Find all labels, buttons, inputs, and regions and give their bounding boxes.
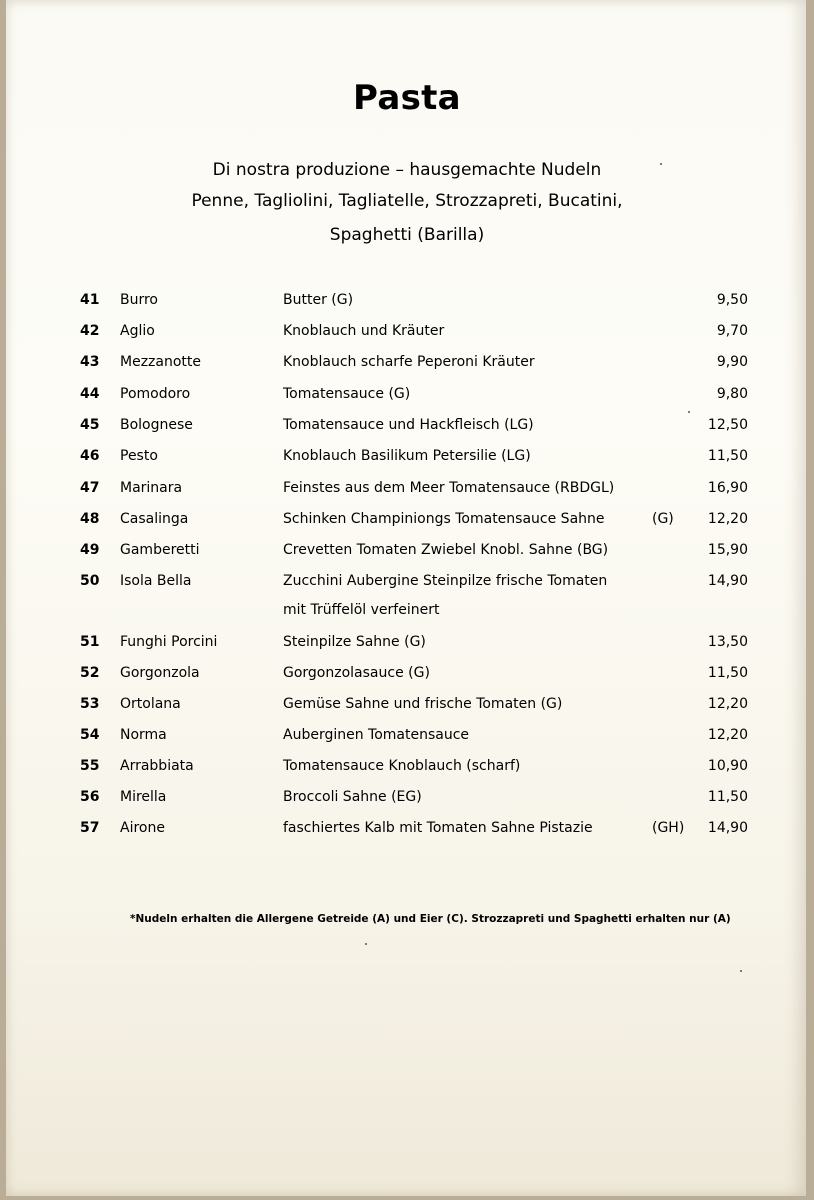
dish-price: 12,20 bbox=[707, 727, 748, 743]
dish-description: Tomatensauce und Hackfleisch (LG) bbox=[283, 417, 534, 433]
dish-name: Funghi Porcini bbox=[120, 634, 218, 650]
item-number: 41 bbox=[80, 292, 100, 308]
dish-name: Casalinga bbox=[120, 511, 189, 527]
dish-name: Marinara bbox=[120, 480, 183, 496]
item-number: 54 bbox=[80, 727, 100, 743]
dish-price: 14,90 bbox=[707, 820, 748, 836]
dish-name: Pomodoro bbox=[120, 386, 191, 402]
dish-price: 13,50 bbox=[707, 634, 748, 650]
dish-price: 11,50 bbox=[707, 789, 748, 805]
dish-name: Pesto bbox=[120, 448, 158, 464]
dish-price: 12,50 bbox=[707, 417, 748, 433]
dish-description: Tomatensauce Knoblauch (scharf) bbox=[283, 758, 521, 774]
dish-description: Zucchini Aubergine Steinpilze frische Tomaten bbox=[283, 573, 608, 589]
item-number: 51 bbox=[80, 634, 100, 650]
menu-item-row bbox=[0, 417, 814, 447]
item-number: 57 bbox=[80, 820, 100, 836]
dish-name: Norma bbox=[120, 727, 167, 743]
dish-description: Feinstes aus dem Meer Tomatensauce (RBDGL) bbox=[283, 480, 615, 496]
dish-description: Knoblauch und Kräuter bbox=[283, 323, 445, 339]
dish-description: Tomatensauce (G) bbox=[283, 386, 411, 402]
dish-price: 9,90 bbox=[716, 354, 748, 370]
dish-name: Aglio bbox=[120, 323, 155, 339]
dish-description: Knoblauch scharfe Peperoni Kräuter bbox=[283, 354, 535, 370]
item-50-description-continued: mit Trüffelöl verfeinert bbox=[283, 602, 440, 618]
menu-item-row bbox=[0, 696, 814, 726]
item-number: 45 bbox=[80, 417, 100, 433]
menu-item-row bbox=[0, 386, 814, 416]
dish-price: 11,50 bbox=[707, 665, 748, 681]
item-number: 53 bbox=[80, 696, 100, 712]
subtitle-line-1: Di nostra produzione – hausgemachte Nudeln bbox=[212, 160, 602, 180]
menu-item-row bbox=[0, 634, 814, 664]
menu-item-row bbox=[0, 448, 814, 478]
menu-item-row bbox=[0, 789, 814, 819]
dish-price: 11,50 bbox=[707, 448, 748, 464]
dish-name: Ortolana bbox=[120, 696, 181, 712]
paper-speck bbox=[740, 970, 742, 972]
menu-item-row bbox=[0, 480, 814, 510]
dish-price: 12,20 bbox=[707, 696, 748, 712]
item-number: 42 bbox=[80, 323, 100, 339]
menu-item-row bbox=[0, 354, 814, 384]
item-number: 48 bbox=[80, 511, 100, 527]
dish-description: Gemüse Sahne und frische Tomaten (G) bbox=[283, 696, 563, 712]
menu-item-row bbox=[0, 292, 814, 322]
allergen-code: (GH) bbox=[652, 820, 685, 836]
subtitle-line-3: Spaghetti (Barilla) bbox=[329, 225, 485, 245]
dish-price: 9,70 bbox=[716, 323, 748, 339]
menu-item-row bbox=[0, 665, 814, 695]
dish-price: 10,90 bbox=[707, 758, 748, 774]
dish-name: Burro bbox=[120, 292, 159, 308]
dish-description: Gorgonzolasauce (G) bbox=[283, 665, 430, 681]
dish-price: 9,80 bbox=[716, 386, 748, 402]
dish-name: Bolognese bbox=[120, 417, 193, 433]
dish-name: Gorgonzola bbox=[120, 665, 200, 681]
dish-description: Crevetten Tomaten Zwiebel Knobl. Sahne (BG) bbox=[283, 542, 609, 558]
dish-description: faschiertes Kalb mit Tomaten Sahne Pistazie bbox=[283, 820, 593, 836]
menu-item-row bbox=[0, 323, 814, 353]
menu-item-row bbox=[0, 820, 814, 850]
item-number: 50 bbox=[80, 573, 100, 589]
menu-item-row bbox=[0, 573, 814, 603]
menu-item-row bbox=[0, 727, 814, 757]
item-number: 46 bbox=[80, 448, 100, 464]
paper-speck bbox=[688, 411, 690, 413]
dish-name: Gamberetti bbox=[120, 542, 200, 558]
item-number: 44 bbox=[80, 386, 100, 402]
allergen-footnote: *Nudeln erhalten die Allergene Getreide (A) und Eier (C). Strozzapreti und Spaghetti erhalten nur (A) bbox=[130, 913, 731, 925]
dish-description: Schinken Champiniongs Tomatensauce Sahne bbox=[283, 511, 605, 527]
page-title: Pasta bbox=[353, 78, 461, 118]
menu-item-row bbox=[0, 511, 814, 541]
dish-price: 15,90 bbox=[707, 542, 748, 558]
dish-price: 12,20 bbox=[707, 511, 748, 527]
dish-description: Knoblauch Basilikum Petersilie (LG) bbox=[283, 448, 531, 464]
item-number: 56 bbox=[80, 789, 100, 805]
dish-price: 9,50 bbox=[716, 292, 748, 308]
item-number: 52 bbox=[80, 665, 100, 681]
dish-name: Arrabbiata bbox=[120, 758, 194, 774]
item-number: 43 bbox=[80, 354, 100, 370]
allergen-code: (G) bbox=[652, 511, 674, 527]
paper-speck bbox=[365, 943, 367, 945]
dish-description: Auberginen Tomatensauce bbox=[283, 727, 470, 743]
item-number: 49 bbox=[80, 542, 100, 558]
menu-item-row bbox=[0, 542, 814, 572]
item-number: 55 bbox=[80, 758, 100, 774]
dish-description: Broccoli Sahne (EG) bbox=[283, 789, 422, 805]
paper-speck bbox=[660, 163, 662, 165]
dish-name: Isola Bella bbox=[120, 573, 192, 589]
dish-price: 14,90 bbox=[707, 573, 748, 589]
dish-name: Mezzanotte bbox=[120, 354, 201, 370]
menu-item-row bbox=[0, 758, 814, 788]
dish-description: Steinpilze Sahne (G) bbox=[283, 634, 426, 650]
dish-name: Airone bbox=[120, 820, 165, 836]
subtitle-line-2: Penne, Tagliolini, Tagliatelle, Strozzapreti, Bucatini, bbox=[191, 191, 623, 211]
dish-price: 16,90 bbox=[707, 480, 748, 496]
dish-name: Mirella bbox=[120, 789, 167, 805]
item-number: 47 bbox=[80, 480, 100, 496]
dish-description: Butter (G) bbox=[283, 292, 354, 308]
